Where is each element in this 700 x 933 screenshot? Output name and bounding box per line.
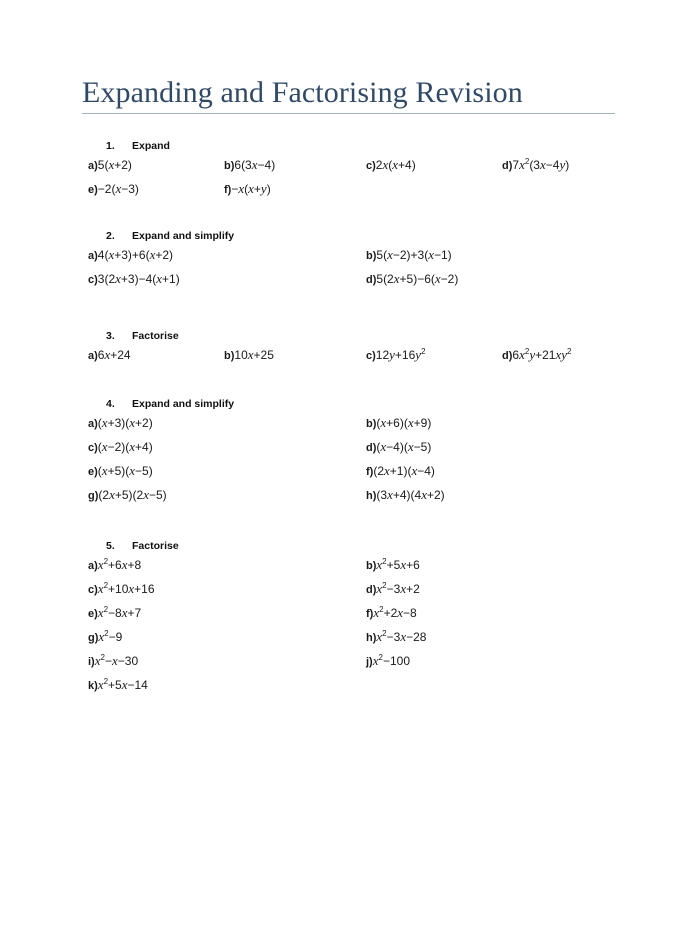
question-label: j)	[366, 656, 373, 668]
question-expression: −x(x+y)	[231, 181, 271, 196]
question-expression: $x^2+5x-14$	[97, 677, 148, 692]
question-expression: 2x(x+4)	[375, 157, 416, 172]
section-heading	[106, 398, 234, 410]
question-label: h)	[366, 490, 377, 502]
section-title: Expand	[132, 140, 170, 152]
question-expression: $x^2+2x-8$	[373, 605, 417, 620]
question-label: d)	[366, 442, 377, 454]
question-expression: (3x+4)(4x+2)	[376, 487, 445, 502]
question-item	[88, 606, 141, 621]
question-label: c)	[88, 584, 98, 596]
question-expression: $7x^2(3x-4y)$	[512, 157, 570, 172]
question-expression: $6x^2y+21xy^2$	[512, 347, 572, 362]
question-expression: $x^2+5x+6$	[376, 557, 420, 572]
question-item	[502, 158, 569, 173]
question-expression: (x−4)(x−5)	[376, 439, 432, 454]
question-label: c)	[88, 442, 98, 454]
section-heading	[106, 140, 170, 152]
question-expression: $x^2-x-30$	[94, 653, 139, 668]
question-item	[366, 158, 416, 173]
section-number: 1.	[106, 140, 115, 152]
question-label: c)	[88, 274, 98, 286]
section-heading	[106, 330, 179, 342]
question-label: d)	[366, 584, 377, 596]
question-item	[88, 348, 131, 363]
question-label: e)	[88, 608, 98, 620]
question-item	[366, 630, 426, 645]
question-expression: $12y+16y^2$	[375, 347, 426, 362]
section-title: Factorise	[132, 540, 179, 552]
question-expression: $x^2+6x+8$	[97, 557, 142, 572]
question-expression: $x^2-3x-28$	[376, 629, 427, 644]
title-divider	[82, 113, 615, 114]
question-item	[88, 158, 132, 173]
question-item	[366, 272, 458, 287]
question-expression: (x+5)(x−5)	[97, 463, 153, 478]
question-item	[88, 630, 122, 645]
question-item	[366, 440, 431, 455]
question-label: b)	[366, 250, 377, 262]
question-label: h)	[366, 632, 377, 644]
question-label: b)	[366, 418, 377, 430]
question-item	[366, 248, 452, 263]
section-title: Factorise	[132, 330, 179, 342]
question-item	[366, 558, 420, 573]
question-item	[366, 464, 435, 479]
question-expression: (x−2)(x+4)	[97, 439, 153, 454]
question-item	[88, 558, 141, 573]
question-item	[366, 654, 410, 669]
question-label: a)	[88, 350, 98, 362]
question-expression: 4(x+3)+6(x+2)	[97, 247, 174, 262]
question-item	[224, 182, 271, 197]
question-item	[88, 582, 155, 597]
question-item	[88, 678, 148, 693]
question-label: a)	[88, 160, 98, 172]
question-item	[502, 348, 571, 363]
question-label: g)	[88, 632, 99, 644]
question-expression: 6x+24	[97, 347, 131, 362]
question-item	[88, 182, 139, 197]
question-expression: $x^2-100$	[372, 653, 410, 668]
question-label: f)	[224, 184, 232, 196]
question-expression: $x^2-8x+7$	[97, 605, 142, 620]
section-number: 3.	[106, 330, 115, 342]
question-expression: 10x+25	[234, 347, 274, 362]
question-expression: 5(x+2)	[97, 157, 132, 172]
question-label: a)	[88, 418, 98, 430]
question-label: c)	[366, 160, 376, 172]
question-label: k)	[88, 680, 98, 692]
section-heading	[106, 540, 179, 552]
question-label: e)	[88, 466, 98, 478]
question-expression: (x+6)(x+9)	[376, 415, 432, 430]
question-label: c)	[366, 350, 376, 362]
question-expression: $x^2-3x+2$	[376, 581, 420, 596]
question-item	[366, 488, 445, 503]
question-label: a)	[88, 250, 98, 262]
question-item	[224, 348, 274, 363]
section-number: 5.	[106, 540, 115, 552]
section-number: 2.	[106, 230, 115, 242]
section-heading	[106, 230, 234, 242]
question-label: a)	[88, 560, 98, 572]
question-label: g)	[88, 490, 99, 502]
question-expression: $x^2-9$	[98, 629, 123, 644]
question-label: f)	[366, 466, 374, 478]
question-item	[88, 416, 153, 431]
question-item	[224, 158, 275, 173]
question-expression: 3(2x+3)−4(x+1)	[97, 271, 180, 286]
question-item	[366, 606, 417, 621]
question-expression: (x+3)(x+2)	[97, 415, 153, 430]
question-expression: 6(3x−4)	[234, 157, 276, 172]
question-item	[88, 464, 153, 479]
question-item	[88, 654, 138, 669]
question-label: d)	[502, 350, 513, 362]
question-item	[88, 248, 173, 263]
page-title: Expanding and Factorising Revision	[82, 76, 523, 109]
question-label: f)	[366, 608, 374, 620]
question-label: b)	[224, 350, 235, 362]
question-label: b)	[224, 160, 235, 172]
section-number: 4.	[106, 398, 115, 410]
question-expression: 5(x−2)+3(x−1)	[376, 247, 452, 262]
question-expression: (2x+1)(x−4)	[373, 463, 435, 478]
question-label: i)	[88, 656, 95, 668]
section-title: Expand and simplify	[132, 230, 235, 242]
question-item	[366, 348, 426, 363]
question-item	[88, 440, 153, 455]
question-expression: $x^2+10x+16$	[97, 581, 155, 596]
section-title: Expand and simplify	[132, 398, 235, 410]
question-expression: 5(2x+5)−6(x−2)	[376, 271, 459, 286]
question-item	[88, 272, 180, 287]
question-item	[88, 488, 167, 503]
question-label: b)	[366, 560, 377, 572]
question-expression: (2x+5)(2x−5)	[98, 487, 167, 502]
question-label: d)	[502, 160, 513, 172]
question-label: e)	[88, 184, 98, 196]
question-item	[366, 416, 431, 431]
question-item	[366, 582, 420, 597]
question-label: d)	[366, 274, 377, 286]
question-expression: −2(x−3)	[97, 181, 139, 196]
